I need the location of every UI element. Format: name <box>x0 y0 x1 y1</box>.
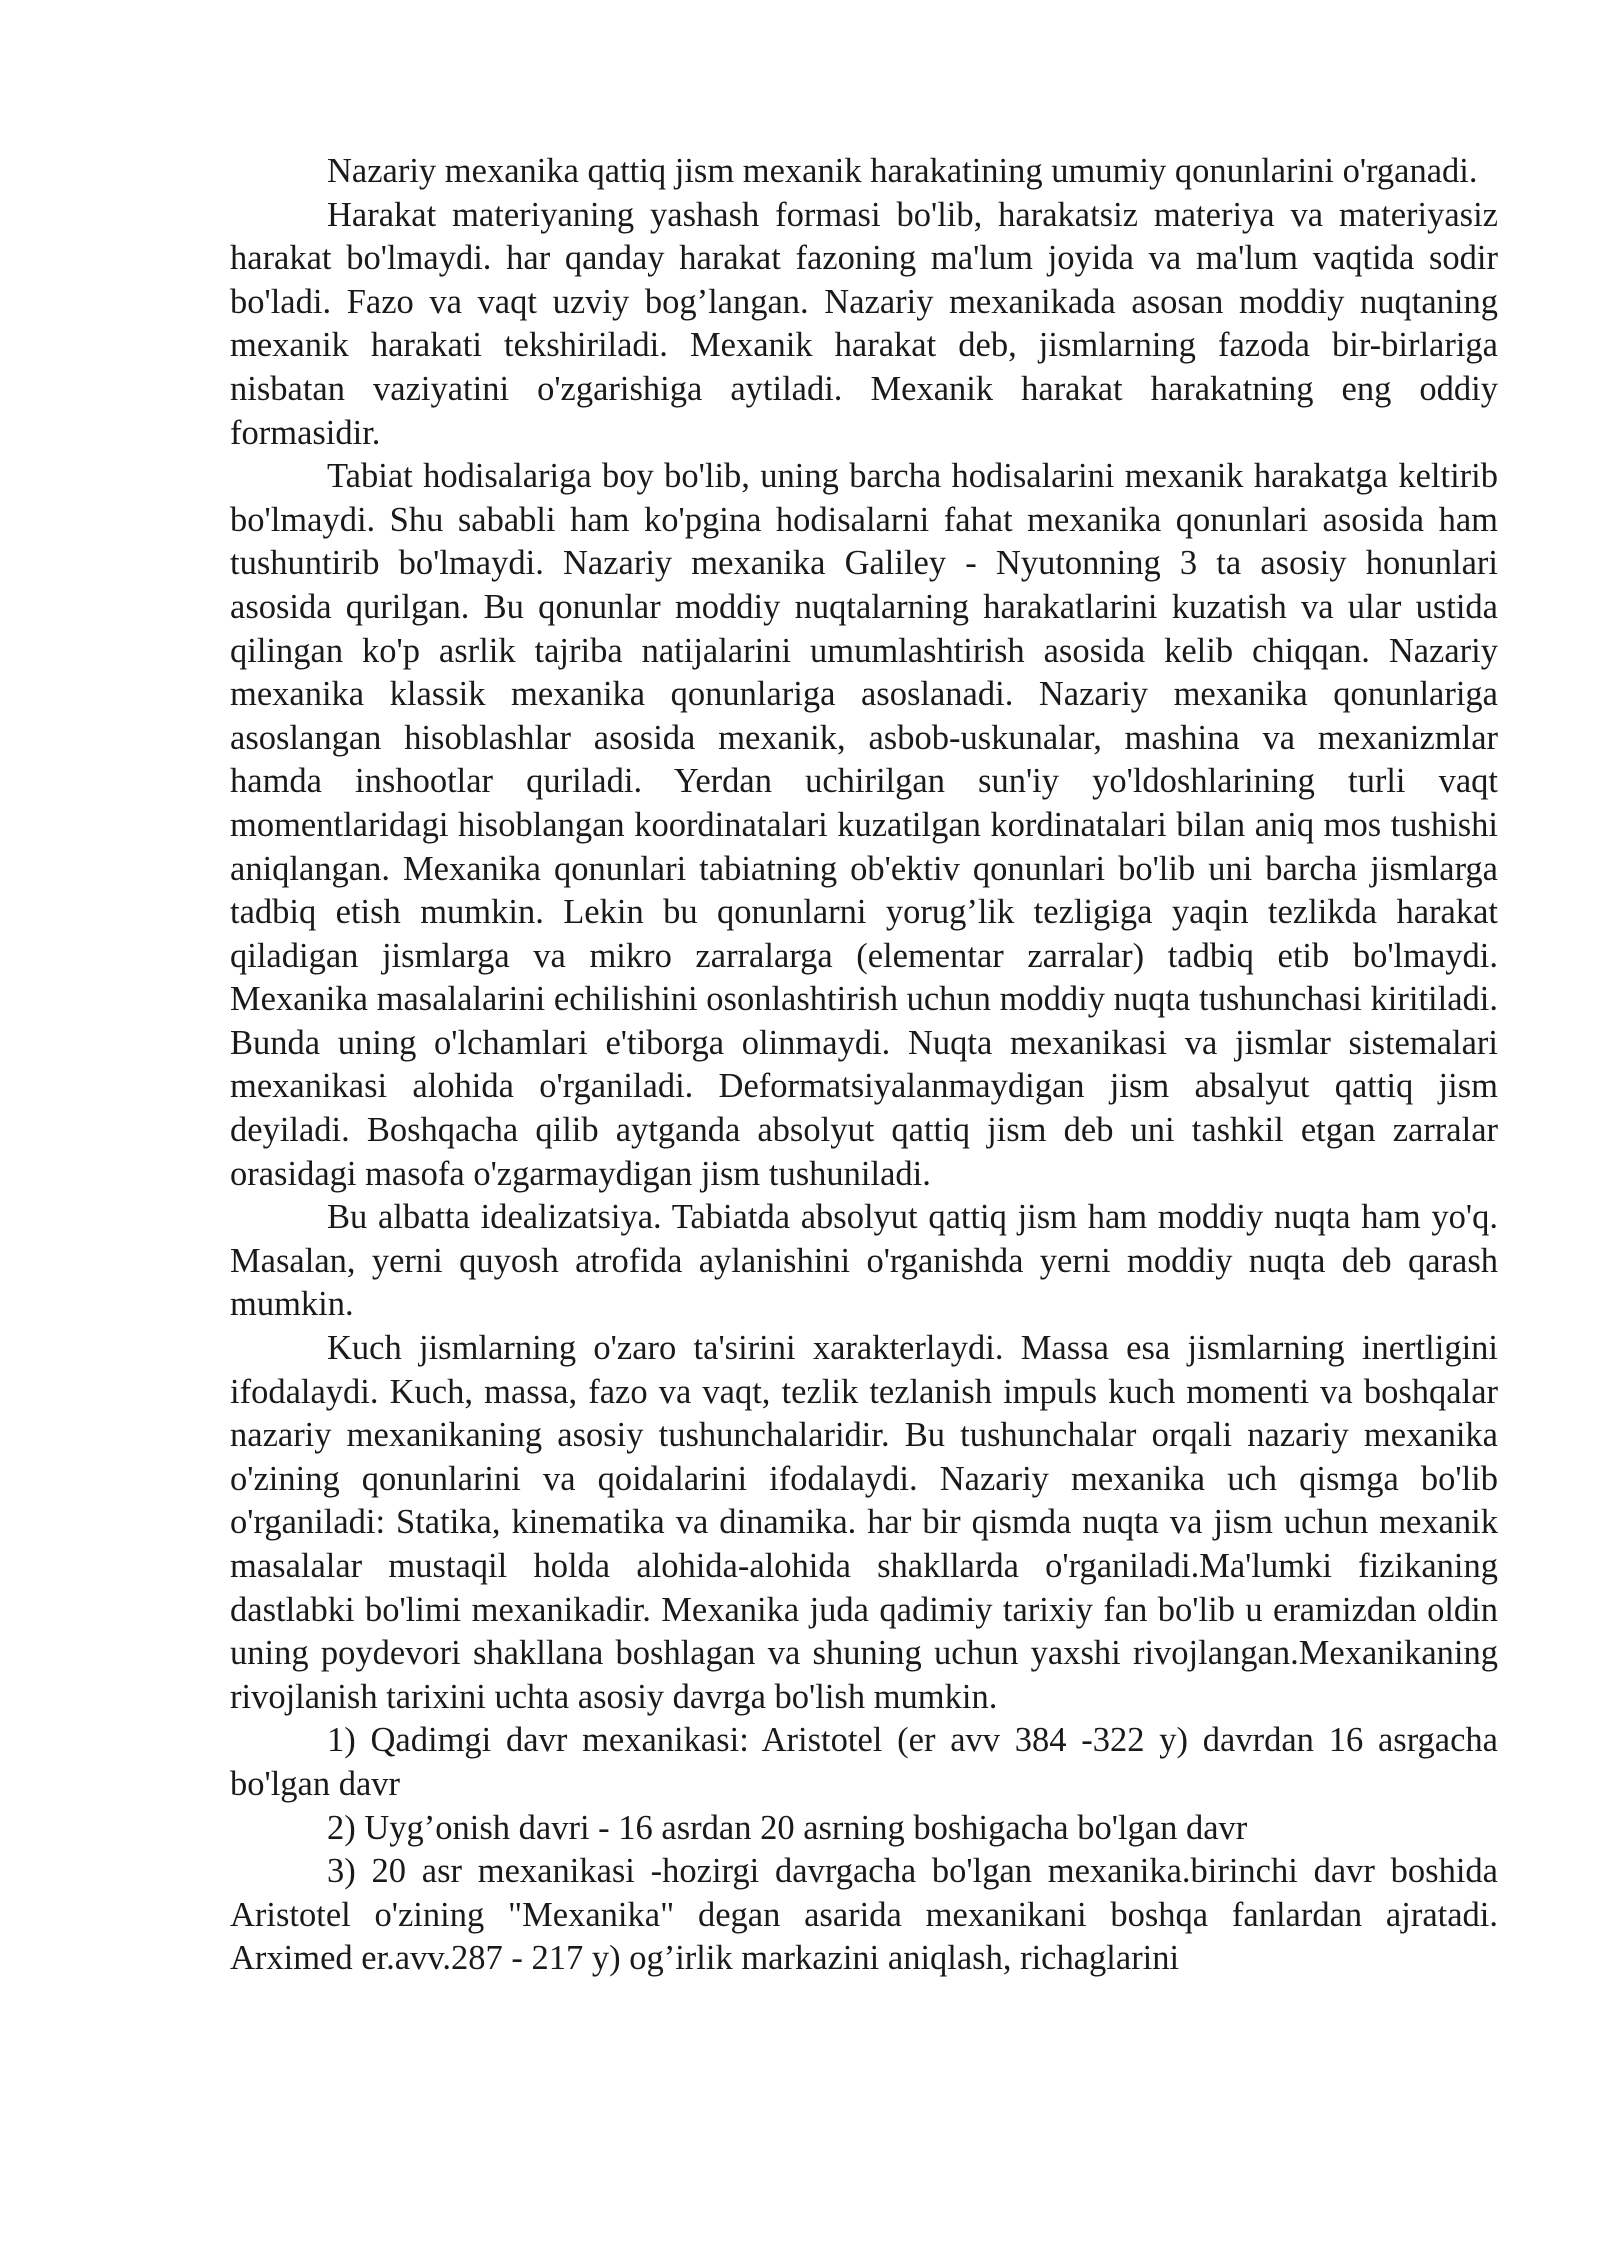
list-item-period-2: 2) Uyg’onish davri - 16 asrdan 20 asrning boshigacha bo'lgan davr <box>327 1808 1248 1847</box>
list-item-period-1: 1) Qadimgi davr mexanikasi: Aristotel (er avv 384 -322 y) davrdan 16 asrgacha bo'lgan davr <box>230 1721 1498 1803</box>
document-body <box>230 150 1498 1981</box>
paragraph-force: Kuch jismlarning o'zaro ta'sirini xarakterlaydi. Massa esa jismlarning inertligini ifodalaydi. Kuch, massa, fazo va vaqt, tezlik tezlanish impuls kuch momenti va boshqalar nazariy mexanikaning asosiy tushunchalaridir. Bu tushunchalar orqali nazariy mexanika o'zining qonunlarini va qoidalarini ifodalaydi. Nazariy mexanika uch qismga bo'lib o'rganiladi: Statika, kinematika va dinamika. har bir qismda nuqta va jism uchun mexanik masalalar mustaqil holda alohida-alohida shakllarda o'rganiladi.Ma'lumki fizikaning dastlabki bo'limi mexanikadir. Mexanika juda qadimiy tarixiy fan bo'lib u eramizdan oldin uning poydevori shakllana boshlagan va shuning uchun yaxshi rivojlangan.Mexanikaning rivojlanish tarixini uchta asosiy davrga bo'lish mumkin. <box>230 1329 1498 1716</box>
list-item-period-3: 3) 20 asr mexanikasi -hozirgi davrgacha bo'lgan mexanika.birinchi davr boshida Aristotel o'zining "Mexanika" degan asarida mexanikani boshqa fanlardan ajratadi. Arximed er.avv.287 - 217 y) og’irlik markazini aniqlash, richaglarini <box>230 1852 1498 1978</box>
paragraph-intro: Nazariy mexanika qattiq jism mexanik harakatining umumiy qonunlarini o'rganadi. <box>327 152 1478 190</box>
paragraph-nature: Tabiat hodisalariga boy bo'lib, uning barcha hodisalarini mexanik harakatga keltirib bo'lmaydi. Shu sababli ham ko'pgina hodisalarni fahat mexanika qonunlari asosida ham tushuntirib bo'lmaydi. Nazariy mexanika Galiley - Nyutonning 3 ta asosiy honunlari asosida qurilgan. Bu qonunlar moddiy nuqtalarning harakatlarini kuzatish va ular ustida qilingan ko'p asrlik tajriba natijalarini umumlashtirish asosida kelib chiqqan. Nazariy mexanika klassik mexanika qonunlariga asoslanadi. Nazariy mexanika qonunlariga asoslangan hisoblashlar asosida mexanik, asbob-uskunalar, mashina va mexanizmlar hamda inshootlar quriladi. Yerdan uchirilgan sun'iy yo'ldoshlarining turli vaqt momentlaridagi hisoblangan koordinatalari kuzatilgan kordinatalari bilan aniq mos tushishi aniqlangan. Mexanika qonunlari tabiatning ob'ektiv qonunlari bo'lib uni barcha jismlarga tadbiq etish mumkin. Lekin bu qonunlarni yorug’lik tezligiga yaqin tezlikda harakat qiladigan jismlarga va mikro zarralarga (elementar zarralar) tadbiq etib bo'lmaydi. Mexanika masalalarini echilishini osonlashtirish uchun moddiy nuqta tushunchasi kiritiladi. Bunda uning o'lchamlari e'tiborga olinmaydi. Nuqta mexanikasi va jismlar sistemalari mexanikasi alohida o'rganiladi. Deformatsiyalanmaydigan jism absalyut qattiq jism deyiladi. Boshqacha qilib aytganda absolyut qattiq jism deb uni tashkil etgan zarralar orasidagi masofa o'zgarmaydigan jism tushuniladi. <box>230 457 1498 1193</box>
paragraph-idealization: Bu albatta idealizatsiya. Tabiatda absolyut qattiq jism ham moddiy nuqta ham yo'q. Masalan, yerni quyosh atrofida aylanishini o'rganishda yerni moddiy nuqta deb qarash mumkin. <box>230 1198 1498 1324</box>
paragraph-motion: Harakat materiyaning yashash formasi bo'lib, harakatsiz materiya va materiyasiz harakat bo'lmaydi. har qanday harakat fazoning ma'lum joyida va ma'lum vaqtida sodir bo'ladi. Fazo va vaqt uzviy bog’langan. Nazariy mexanikada asosan moddiy nuqtaning mexanik harakati tekshiriladi. Mexanik harakat deb, jismlarning fazoda bir-birlariga nisbatan vaziyatini o'zgarishiga aytiladi. Mexanik harakat harakatning eng oddiy formasidir. <box>230 195 1498 452</box>
